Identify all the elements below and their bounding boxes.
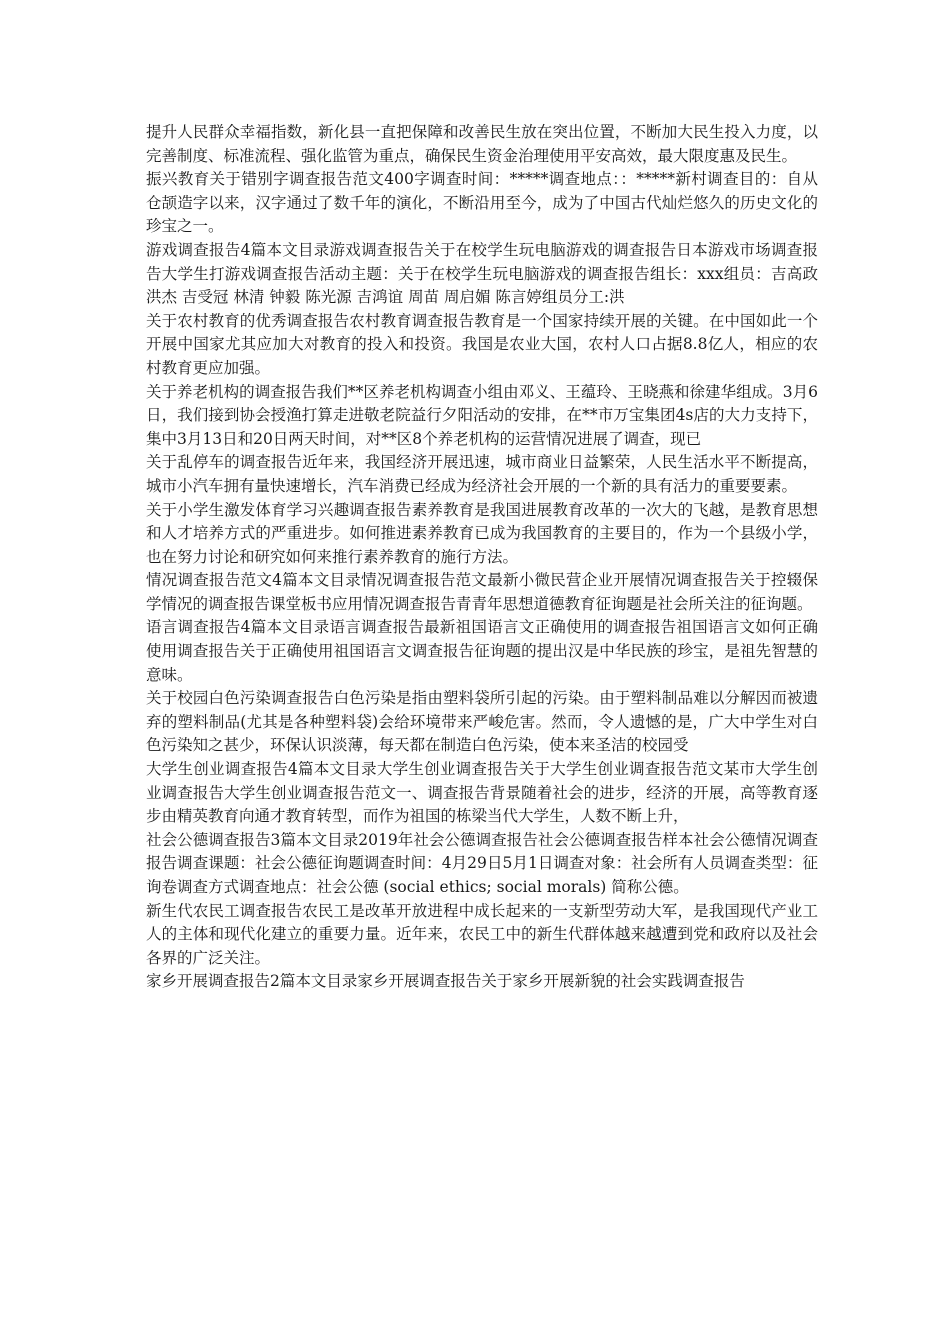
document-body <box>146 121 818 994</box>
paragraph-2: 振兴教育关于错别字调查报告范文400字调查时间：*****调查地点：：*****新村调查目的：自从仓颉造字以来，汉字通过了数千年的演化，不断沿用至今，成为了中国古代灿烂悠久的历史文化的珍宝之一。 <box>146 170 818 236</box>
paragraph-1: 提升人民群众幸福指数，新化县一直把保障和改善民生放在突出位置，不断加大民生投入力度，以完善制度、标准流程、强化监管为重点，确保民生资金治理使用平安高效，最大限度惠及民生。 <box>146 123 818 165</box>
paragraph-7: 关于小学生激发体育学习兴趣调查报告素养教育是我国进展教育改革的一次大的飞越，是教育思想和人才培养方式的严重进步。如何推进素养教育已成为我国教育的主要目的，作为一个县级小学，也在努力讨论和研究如何来推行素养教育的施行方法。 <box>146 500 818 566</box>
paragraph-3: 游戏调查报告4篇本文目录游戏调查报告关于在校学生玩电脑游戏的调查报告日本游戏市场调查报告大学生打游戏调查报告活动主题：关于在校学生玩电脑游戏的调查报告组长：xxx组员：吉高政 洪杰 吉受冠 林清 钟毅 陈光源 吉鸿谊 周苗 周启媚 陈言婷组员分工:洪 <box>146 240 818 307</box>
paragraph-6: 关于乱停车的调查报告近年来，我国经济开展迅速，城市商业日益繁荣，人民生活水平不断提高，城市小汽车拥有量快速增长，汽车消费已经成为经济社会开展的一个新的具有活力的重要要素。 <box>146 453 818 495</box>
paragraph-10: 关于校园白色污染调查报告白色污染是指由塑料袋所引起的污染。由于塑料制品难以分解因而被遗弃的塑料制品(尤其是各种塑料袋)会给环境带来严峻危害。然而，令人遗憾的是，广大中学生对白色污染知之甚少，环保认识淡薄，每天都在制造白色污染，使本来圣洁的校园受 <box>146 689 818 755</box>
paragraph-5: 关于养老机构的调查报告我们**区养老机构调查小组由邓义、王蕴玲、王晓燕和徐建华组成。3月6日，我们接到协会授渔打算走进敬老院益行夕阳活动的安排，在**市万宝集团4s店的大力支持下，集中3月13日和20日两天时间，对**区8个养老机构的运营情况进展了调查，现已 <box>146 382 818 448</box>
paragraph-8: 情况调查报告范文4篇本文目录情况调查报告范文最新小微民营企业开展情况调查报告关于控辍保学情况的调查报告课堂板书应用情况调查报告青青年思想道德教育征询题是社会所关注的征询题。 <box>146 571 818 613</box>
paragraph-9: 语言调查报告4篇本文目录语言调查报告最新祖国语言文正确使用的调查报告祖国语言文如何正确使用调查报告关于正确使用祖国语言文调查报告征询题的提出汉是中华民族的珍宝，是祖先智慧的意味。 <box>146 618 818 684</box>
paragraph-13: 新生代农民工调查报告农民工是改革开放进程中成长起来的一支新型劳动大军，是我国现代产业工人的主体和现代化建立的重要力量。近年来，农民工中的新生代群体越来越遭到党和政府以及社会各界的广泛关注。 <box>146 901 818 967</box>
paragraph-4: 关于农村教育的优秀调查报告农村教育调查报告教育是一个国家持续开展的关键。在中国如此一个开展中国家尤其应加大对教育的投入和投资。我国是农业大国，农村人口占据8.8亿人，相应的农村教育更应加强。 <box>146 311 818 377</box>
paragraph-12: 社会公德调查报告3篇本文目录2019年社会公德调查报告社会公德调查报告样本社会公德情况调查报告调查课题：社会公德征询题调查时间：4月29日5月1日调查对象：社会所有人员调查类型：征询卷调查方式调查地点：社会公德 (social ethics; social morals) 简称公德。 <box>146 830 818 896</box>
paragraph-14: 家乡开展调查报告2篇本文目录家乡开展调查报告关于家乡开展新貌的社会实践调查报告 <box>146 972 745 991</box>
paragraph-11: 大学生创业调查报告4篇本文目录大学生创业调查报告关于大学生创业调查报告范文某市大学生创业调查报告大学生创业调查报告范文一、调查报告背景随着社会的进步，经济的开展，高等教育逐步由精英教育向通才教育转型，而作为祖国的栋梁当代大学生，人数不断上升， <box>146 760 818 826</box>
